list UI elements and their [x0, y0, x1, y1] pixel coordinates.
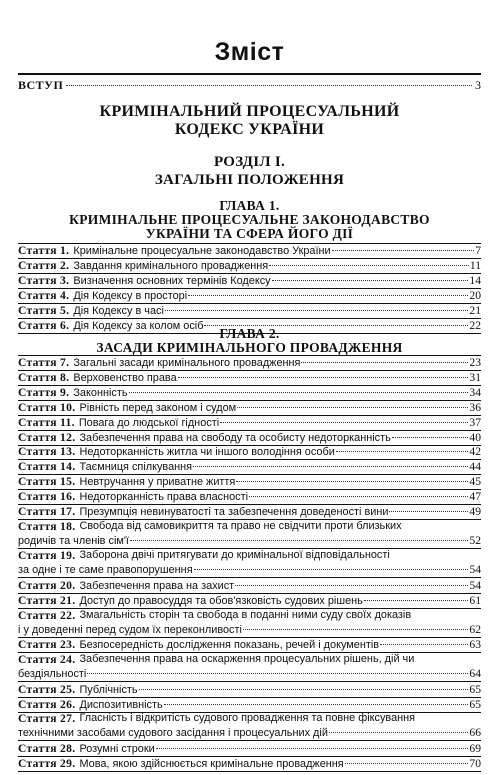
dot-leader: [164, 704, 469, 705]
entry-line-2: [18, 534, 481, 547]
article-number: Стаття 7.: [18, 356, 70, 369]
article-number: Стаття 2.: [18, 259, 70, 272]
article-number: Стаття 27.: [18, 712, 76, 726]
article-number: Стаття 11.: [18, 415, 75, 429]
article-title: Забезпечення права на оскарження процесуальних рішень, дій чи: [79, 653, 415, 666]
article-number: Стаття 25.: [18, 682, 76, 696]
page-number: 44: [469, 460, 481, 474]
article-number: Стаття 20.: [18, 578, 76, 592]
dot-leader: [178, 377, 469, 378]
toc-entry[interactable]: [18, 653, 481, 682]
entry-line-2: [18, 667, 481, 680]
section-title-line2: ЗАГАЛЬНІ ПОЛОЖЕННЯ: [154, 172, 345, 188]
toc-entry-intro[interactable]: [18, 78, 481, 94]
entry-line-1: [18, 712, 481, 725]
chapter2-heading-line2: ЗАСАДИ КРИМІНАЛЬНОГО ПРОВАДЖЕННЯ: [96, 340, 403, 355]
intro-label: ВСТУП: [18, 78, 64, 92]
article-title: Невтручання у приватне життя: [79, 476, 236, 489]
page-number: 62: [469, 622, 481, 636]
dot-leader: [156, 748, 469, 749]
dot-leader: [249, 496, 468, 497]
dot-leader: [220, 422, 468, 423]
page-number: 20: [469, 289, 481, 302]
toc-entry[interactable]: [18, 520, 481, 549]
article-number: Стаття 26.: [18, 697, 76, 711]
page-number: 64: [469, 667, 481, 681]
article-title: Дія Кодексу в часі: [73, 305, 164, 317]
article-title: Розумні строки: [79, 742, 155, 755]
dot-leader: [188, 295, 468, 296]
toc-entry[interactable]: [18, 594, 481, 609]
article-title: Визначення основних термінів Кодексу: [73, 275, 271, 287]
dot-leader: [237, 407, 468, 408]
page-number: 31: [469, 370, 481, 384]
article-title-cont: бездіяльності: [18, 668, 87, 681]
entry-line-1: [18, 653, 481, 666]
dot-leader: [336, 451, 469, 452]
dot-leader: [87, 673, 468, 674]
entry-line-1: [18, 520, 481, 533]
section-title-line1: РОЗДІЛ І.: [213, 154, 286, 170]
dot-leader: [165, 310, 469, 311]
dot-leader: [194, 569, 469, 570]
page-number: 45: [469, 475, 481, 489]
toc-entry[interactable]: [18, 579, 481, 594]
dot-leader: [130, 540, 468, 541]
page-number: 66: [469, 726, 481, 740]
toc-entry[interactable]: [18, 244, 481, 259]
dot-leader: [389, 511, 468, 512]
entry-line-2: [18, 623, 481, 636]
page-number: 7: [475, 244, 481, 257]
page-number: 11: [469, 259, 481, 272]
dot-leader: [243, 629, 469, 630]
dot-leader: [301, 362, 468, 363]
entry-line-1: [18, 549, 481, 562]
article-number: Стаття 28.: [18, 741, 76, 755]
toc-entry[interactable]: [18, 460, 481, 475]
page-number: 54: [469, 578, 481, 592]
toc-entry[interactable]: [18, 386, 481, 401]
article-title: Верховенство права: [73, 371, 177, 384]
article-title-cont: технічними засобами судового засідання і процесуальних дій: [18, 727, 328, 740]
page-number: 61: [469, 593, 481, 607]
page-number: 21: [469, 304, 481, 317]
article-number: Стаття 3.: [18, 274, 70, 287]
page-number: 49: [469, 505, 481, 518]
dot-leader: [345, 763, 469, 764]
toc-entry[interactable]: [18, 757, 481, 772]
page-number: 23: [469, 356, 481, 369]
article-title-cont: родичів та членів сім'ї: [18, 534, 129, 547]
article-title: Недоторканність житла чи іншого володіння особи: [79, 446, 335, 459]
dot-leader: [193, 466, 468, 467]
article-number: Стаття 18.: [18, 519, 76, 533]
toc-entry[interactable]: [18, 490, 481, 505]
article-title: Публічність: [79, 683, 138, 696]
toc-entry[interactable]: [18, 698, 481, 713]
article-title: Кримінальне процесуальне законодавство України: [73, 245, 331, 257]
toc-entry[interactable]: [18, 683, 481, 698]
article-number: Стаття 1.: [18, 244, 70, 257]
page-number: 65: [469, 682, 481, 696]
article-number: Стаття 4.: [18, 289, 70, 302]
entry-line-2: [18, 563, 481, 576]
toc-entry[interactable]: [18, 475, 481, 490]
code-title-line2: КОДЕКС УКРАЇНИ: [174, 121, 325, 138]
article-number: Стаття 5.: [18, 304, 70, 317]
page-number: 40: [469, 430, 481, 444]
dot-leader: [332, 250, 475, 251]
article-number: Стаття 8.: [18, 370, 70, 384]
page-number: 54: [469, 563, 481, 577]
page-title: Зміст: [214, 38, 285, 66]
dot-leader: [235, 585, 468, 586]
toc-entry[interactable]: [18, 371, 481, 386]
intro-page: 3: [475, 78, 481, 92]
dot-leader: [236, 481, 468, 482]
article-number: Стаття 13.: [18, 445, 76, 459]
article-title: Дія Кодексу в просторі: [73, 290, 188, 302]
article-title: Заборона двічі притягувати до кримінальної відповідальності: [79, 549, 390, 562]
page-number: 70: [469, 756, 481, 770]
entry-line-2: [18, 726, 481, 739]
article-number: Стаття 19.: [18, 549, 76, 563]
page-number: 52: [469, 533, 481, 547]
article-title: Змагальність сторін та свобода в поданні ними суду своїх доказів: [79, 608, 412, 621]
toc-entry[interactable]: [18, 609, 481, 638]
title-underline: [18, 73, 481, 75]
article-title-cont: за одне і те саме правопорушення: [18, 564, 193, 577]
article-title: Повага до людської гідності: [78, 416, 220, 429]
article-number: Стаття 9.: [18, 385, 70, 399]
article-title: Недоторканність права власності: [79, 491, 249, 504]
article-title: Гласність і відкритість судового провадження та повне фіксування: [79, 712, 416, 725]
page-number: 22: [469, 319, 481, 332]
dot-leader: [380, 644, 468, 645]
article-number: Стаття 24.: [18, 653, 76, 667]
article-number: Стаття 21.: [18, 593, 76, 607]
dot-leader: [129, 392, 469, 393]
article-title: Законність: [73, 386, 128, 399]
article-title: Презумпція невинуватості та забезпечення доведеності вини: [79, 506, 389, 518]
article-title: Рівність перед законом і судом: [79, 401, 237, 414]
toc-entry[interactable]: [18, 356, 481, 371]
page-number: 65: [469, 697, 481, 711]
article-title: Диспозитивність: [79, 698, 163, 711]
dot-leader: [272, 280, 469, 281]
page-number: 36: [469, 400, 481, 414]
toc-entry[interactable]: [18, 505, 481, 520]
page-number: 69: [469, 741, 481, 755]
toc-entry[interactable]: [18, 416, 481, 431]
toc-entry[interactable]: [18, 304, 481, 319]
toc-entry[interactable]: [18, 742, 481, 757]
article-title: Таємниця спілкування: [79, 461, 193, 474]
article-title: Забезпечення права на захист: [79, 579, 235, 592]
dot-leader: [66, 85, 472, 86]
entry-line-1: [18, 609, 481, 622]
article-number: Стаття 16.: [18, 490, 76, 504]
toc-entry[interactable]: [18, 431, 481, 446]
toc-entry[interactable]: [18, 638, 481, 653]
code-title-line1: КРИМІНАЛЬНИЙ ПРОЦЕСУАЛЬНИЙ: [99, 103, 400, 120]
page-number: 34: [469, 385, 481, 399]
article-number: Стаття 6.: [18, 319, 70, 332]
page-number: 47: [469, 490, 481, 504]
dot-leader: [139, 689, 469, 690]
article-title: Завдання кримінального провадження: [73, 260, 269, 272]
dot-leader: [392, 437, 469, 438]
article-number: Стаття 23.: [18, 638, 76, 652]
article-number: Стаття 22.: [18, 608, 76, 622]
toc-entry[interactable]: [18, 274, 481, 289]
page-number: 37: [469, 415, 481, 429]
article-title: Мова, якою здійснюється кримінальне провадження: [79, 757, 344, 770]
article-number: Стаття 29.: [18, 756, 76, 770]
dot-leader: [269, 265, 469, 266]
toc-entry[interactable]: [18, 401, 481, 416]
chapter1-heading-line1: ГЛАВА 1.: [219, 198, 280, 213]
article-number: Стаття 17.: [18, 505, 76, 518]
dot-leader: [364, 600, 469, 601]
chapter1-heading-line2: КРИМІНАЛЬНЕ ПРОЦЕСУАЛЬНЕ ЗАКОНОДАВСТВО: [69, 212, 430, 227]
article-title-cont: і у доведенні перед судом їх переконливості: [18, 623, 242, 636]
article-title: Доступ до правосуддя та обов'язковість судових рішень: [79, 594, 363, 607]
toc-entry[interactable]: [18, 549, 481, 578]
page-number: 42: [469, 445, 481, 459]
article-number: Стаття 12.: [18, 430, 76, 444]
article-title: Забезпечення права на свободу та особисту недоторканність: [79, 431, 391, 444]
toc-entry[interactable]: [18, 712, 481, 741]
article-title: Дія Кодексу за колом осіб: [73, 320, 204, 332]
toc-entry[interactable]: [18, 259, 481, 274]
chapter1-heading-line3: УКРАЇНИ ТА СФЕРА ЙОГО ДІЇ: [145, 226, 354, 241]
article-title: Безпосередність дослідження показань, речей і документів: [79, 639, 380, 652]
article-number: Стаття 14.: [18, 460, 76, 474]
toc-entry[interactable]: [18, 289, 481, 304]
chapter2-heading-line1: ГЛАВА 2.: [219, 326, 280, 341]
dot-leader: [329, 732, 468, 733]
toc-entry[interactable]: [18, 445, 481, 460]
article-number: Стаття 15.: [18, 475, 76, 489]
page-number: 14: [469, 274, 481, 287]
article-title: Загальні засади кримінального провадження: [73, 357, 301, 369]
article-title: Свобода від самовикриття та право не свідчити проти близьких: [79, 519, 402, 532]
article-number: Стаття 10.: [18, 400, 76, 414]
page-number: 63: [469, 638, 481, 652]
